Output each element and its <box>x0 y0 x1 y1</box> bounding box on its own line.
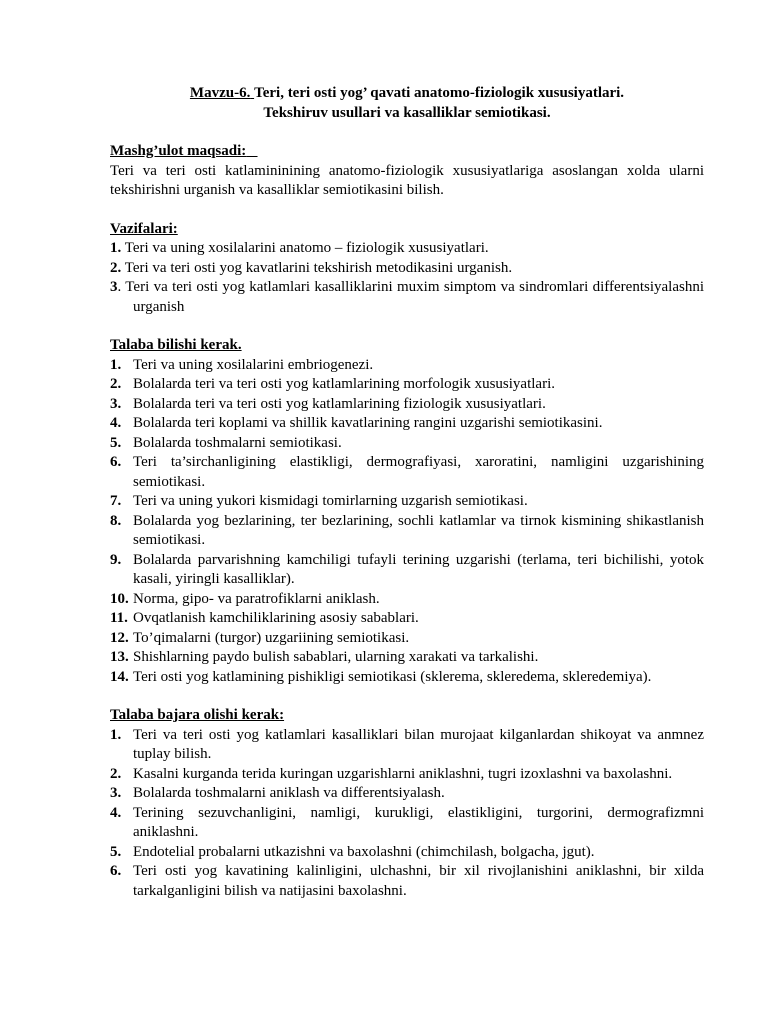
item-text: Endotelial probalarni utkazishni va baxolashni (chimchilash, bolgacha, jgut). <box>133 843 595 860</box>
item-number: 1. <box>110 240 122 256</box>
item-text: Bolalarda toshmalarni aniklash va differentsiyalash. <box>133 785 445 801</box>
spacer <box>110 317 704 336</box>
item-number: 8. <box>110 512 122 529</box>
tasks-heading: Vazifalari: <box>110 220 178 237</box>
item-number: 4. <box>110 415 122 431</box>
list-item <box>110 609 704 629</box>
item-number: 2. <box>110 376 122 392</box>
do-list <box>110 726 704 902</box>
item-text: Teri osti yog kavatining kalinligini, ulchashni, bir xil rivojlanishini aniklashni, bir xilda tarkalganligini bilish va natijasini baxolashni. <box>133 863 704 899</box>
item-number: 9. <box>110 551 122 568</box>
item-number: 2. <box>110 765 122 782</box>
do-heading: Talaba bajara olishi kerak: <box>110 707 285 723</box>
spacer <box>110 201 704 220</box>
spacer <box>110 687 704 706</box>
list-item <box>110 395 704 415</box>
list-item <box>110 239 704 259</box>
item-number: 4. <box>110 804 122 821</box>
item-text: Teri va teri osti yog kavatlarini tekshirish metodikasini urganish. <box>124 259 513 276</box>
item-text: Bolalarda yog bezlarining, ter bezlarining, sochli katlamlar va tirnok kismining shikastlanish semiotikasi. <box>133 512 704 548</box>
list-item <box>110 356 704 376</box>
item-number: 12. <box>110 629 129 646</box>
item-text: Shishlarning paydo bulish sabablari, ularning xarakati va tarkalishi. <box>133 649 539 665</box>
item-number: 10. <box>110 590 129 607</box>
item-number: 11. <box>110 610 128 626</box>
list-item <box>110 434 704 454</box>
list-item <box>110 590 704 610</box>
item-text: Teri va uning xosilalarini anatomo – fiziologik xususiyatlari. <box>124 240 489 256</box>
list-item <box>110 648 704 668</box>
item-text: Bolalarda teri va teri osti yog katlamlarining fiziologik xususiyatlari. <box>133 395 546 412</box>
list-item <box>110 726 704 765</box>
item-number: 6. <box>110 863 122 879</box>
item-number: 2. <box>110 259 122 276</box>
item-text: Ovqatlanish kamchiliklarining asosiy sabablari. <box>133 610 419 626</box>
item-number: 7. <box>110 493 122 509</box>
item-number: 1. <box>110 726 122 743</box>
list-item <box>110 862 704 901</box>
list-item <box>110 668 704 688</box>
list-item <box>110 551 704 590</box>
item-text: Norma, gipo- va paratrofiklarni aniklash. <box>133 590 380 607</box>
title-prefix: Mavzu-6. <box>189 85 251 101</box>
list-item <box>110 629 704 649</box>
tasks-list <box>110 239 704 317</box>
item-number: 5. <box>110 434 122 451</box>
item-text: To’qimalarni (turgor) uzgariining semiotikasi. <box>133 629 410 646</box>
list-item <box>110 784 704 804</box>
item-number: 3. <box>110 395 122 412</box>
item-number: 13. <box>110 649 129 665</box>
item-text: Bolalarda parvarishning kamchiligi tufayli terining uzgarishi (terlama, teri bichilishi, yotok kasali, yiringli kasalliklar). <box>133 551 704 587</box>
know-heading: Talaba bilishi kerak. <box>110 337 242 353</box>
item-text: Terining sezuvchanligini, namligi, kurukligi, elastikligini, turgorini, dermografizmni aniklashni. <box>133 804 704 840</box>
item-text: Teri osti yog katlamining pishikligi semiotikasi (sklerema, skleredema, skleredemiya). <box>133 668 652 685</box>
list-item <box>110 375 704 395</box>
goal-heading <box>110 142 704 162</box>
item-number: 3. <box>110 785 122 801</box>
item-text: Kasalni kurganda terida kuringan uzgarishlarni aniklashni, tugri izoxlashni va baxolashni. <box>133 765 673 782</box>
title-line-2: Tekshiruv usullari va kasalliklar semiotikasi. <box>263 104 551 121</box>
item-text: Teri va uning xosilalarini embriogenezi. <box>133 356 374 373</box>
list-item <box>110 492 704 512</box>
item-text: Teri va teri osti yog katlamlari kasalliklari bilan murojaat kilganlardan shikoyat va anmnez tuplay bilish. <box>133 726 704 762</box>
list-item <box>110 804 704 843</box>
title-line-1: Teri, teri osti yog’ qavati anatomo-fiziologik xususiyatlari. <box>254 85 625 101</box>
item-number: 3 <box>110 279 118 295</box>
list-item <box>110 414 704 434</box>
list-item <box>110 843 704 863</box>
page-title <box>110 84 704 123</box>
list-item <box>110 259 704 279</box>
item-number: 6. <box>110 454 122 470</box>
list-item <box>110 453 704 492</box>
goal-heading-text: Mashg’ulot maqsadi: <box>110 143 247 159</box>
list-item <box>110 765 704 785</box>
item-number: 1. <box>110 356 122 373</box>
know-list <box>110 356 704 688</box>
item-text: Bolalarda toshmalarni semiotikasi. <box>133 434 342 451</box>
goal-text: Teri va teri osti katlamininining anatomo-fiziologik xususiyatlariga asoslangan xolda ularni tekshirishni urganish va kasalliklar semiotikasini bilish. <box>110 162 704 198</box>
item-text: Teri va uning yukori kismidagi tomirlarning uzgarish semiotikasi. <box>133 493 528 509</box>
item-number: 5. <box>110 843 122 860</box>
document-page <box>110 84 704 901</box>
spacer <box>110 123 704 142</box>
item-text: Bolalarda teri va teri osti yog katlamlarining morfologik xususiyatlari. <box>133 376 555 392</box>
item-number: 14. <box>110 668 129 685</box>
item-text: . Teri va teri osti yog katlamlari kasalliklarini muxim simptom va sindromlari differentsiyalashni urganish <box>117 279 704 315</box>
list-item <box>110 512 704 551</box>
item-text: Teri ta’sirchanligining elastikligi, dermografiyasi, xaroratini, namligini uzgarishining semiotikasi. <box>133 454 704 490</box>
item-text: Bolalarda teri koplami va shillik kavatlarining rangini uzgarishi semiotikasini. <box>133 415 603 431</box>
list-item <box>110 278 704 317</box>
